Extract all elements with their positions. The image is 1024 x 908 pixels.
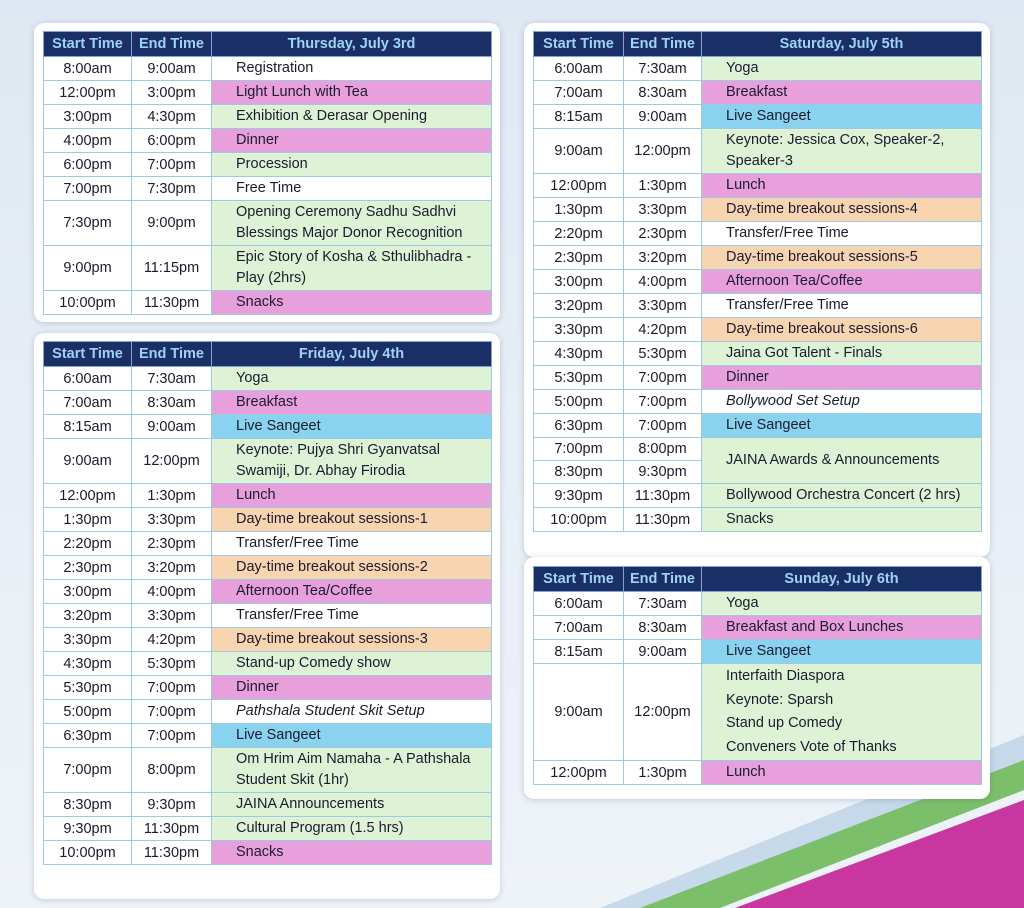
event-line: Conveners Vote of Thanks: [726, 738, 897, 755]
schedule-row: [44, 246, 492, 291]
start-time-cell: 10:00pm: [44, 291, 132, 315]
event-line: Interfaith Diaspora: [726, 668, 845, 684]
schedule-row: [534, 246, 982, 270]
event-cell: Yoga: [702, 57, 982, 81]
end-time-cell: 9:00am: [132, 415, 212, 439]
end-time-cell: 7:30pm: [132, 177, 212, 201]
event-cell: Jaina Got Talent - Finals: [702, 342, 982, 366]
end-time-cell: 4:00pm: [624, 270, 702, 294]
start-time-cell: 9:00pm: [44, 246, 132, 291]
start-time-cell: 4:30pm: [534, 342, 624, 366]
end-time-cell: 7:30am: [132, 367, 212, 391]
event-cell: Afternoon Tea/Coffee: [702, 270, 982, 294]
start-time-cell: 7:00pm: [534, 438, 624, 461]
schedule-row: [44, 652, 492, 676]
schedule-row: [44, 700, 492, 724]
event-cell: Dinner: [212, 676, 492, 700]
schedule-row: [44, 556, 492, 580]
event-cell: Yoga: [212, 367, 492, 391]
end-time-cell: 11:30pm: [132, 841, 212, 865]
end-time-cell: 11:30pm: [624, 484, 702, 508]
schedule-row: [534, 342, 982, 366]
event-cell: Live Sangeet: [702, 105, 982, 129]
start-time-cell: 8:00am: [44, 57, 132, 81]
day-title: Friday, July 4th: [212, 342, 492, 367]
start-time-cell: 10:00pm: [534, 508, 624, 532]
event-cell: JAINA Announcements: [212, 793, 492, 817]
start-time-cell: 4:00pm: [44, 129, 132, 153]
end-time-cell: 11:30pm: [624, 508, 702, 532]
event-cell: Lunch: [702, 761, 982, 785]
event-cell: Day-time breakout sessions-5: [702, 246, 982, 270]
event-cell: Snacks: [212, 291, 492, 315]
start-time-cell: 12:00pm: [534, 174, 624, 198]
schedule-row: [44, 415, 492, 439]
thursday-schedule-table: [43, 31, 492, 315]
schedule-row: [44, 57, 492, 81]
event-cell: Day-time breakout sessions-2: [212, 556, 492, 580]
end-time-cell: 8:30am: [624, 616, 702, 640]
event-cell: Keynote: Pujya Shri Gyanvatsal Swamiji, Dr. Abhay Firodia: [212, 439, 492, 484]
day-title: Saturday, July 5th: [702, 32, 982, 57]
end-time-cell: 7:00pm: [624, 414, 702, 438]
start-time-cell: 5:30pm: [534, 366, 624, 390]
end-time-cell: 1:30pm: [132, 484, 212, 508]
start-time-cell: 7:00am: [534, 81, 624, 105]
start-time-cell: 6:30pm: [534, 414, 624, 438]
event-cell: Snacks: [212, 841, 492, 865]
event-cell: Transfer/Free Time: [702, 222, 982, 246]
end-time-cell: 1:30pm: [624, 761, 702, 785]
event-cell: Bollywood Set Setup: [702, 390, 982, 414]
schedule-row: [534, 294, 982, 318]
start-time-cell: 2:30pm: [534, 246, 624, 270]
start-time-cell: 5:30pm: [44, 676, 132, 700]
schedule-row: [44, 580, 492, 604]
start-time-cell: 6:30pm: [44, 724, 132, 748]
schedule-row: [534, 129, 982, 174]
start-time-cell: 1:30pm: [44, 508, 132, 532]
start-time-cell: 6:00am: [534, 592, 624, 616]
event-cell: Breakfast and Box Lunches: [702, 616, 982, 640]
start-time-cell: 1:30pm: [534, 198, 624, 222]
start-time-header: Start Time: [44, 342, 132, 367]
end-time-cell: 9:00am: [132, 57, 212, 81]
start-time-cell: 10:00pm: [44, 841, 132, 865]
schedule-row: [44, 532, 492, 556]
schedule-row: [534, 81, 982, 105]
event-cell: Exhibition & Derasar Opening: [212, 105, 492, 129]
end-time-cell: 11:30pm: [132, 817, 212, 841]
schedule-row: [534, 592, 982, 616]
schedule-row: [534, 616, 982, 640]
end-time-cell: 7:00pm: [132, 700, 212, 724]
sunday-schedule-table: [533, 566, 982, 785]
event-cell: Dinner: [702, 366, 982, 390]
schedule-row: [534, 664, 982, 761]
schedule-row: [44, 81, 492, 105]
event-cell: Transfer/Free Time: [212, 532, 492, 556]
event-cell: Om Hrim Aim Namaha - A Pathshala Student Skit (1hr): [212, 748, 492, 793]
day-title: Thursday, July 3rd: [212, 32, 492, 57]
end-time-cell: 12:00pm: [132, 439, 212, 484]
event-cell: Cultural Program (1.5 hrs): [212, 817, 492, 841]
schedule-row: [534, 508, 982, 532]
end-time-cell: 12:00pm: [624, 129, 702, 174]
end-time-cell: 7:00pm: [132, 153, 212, 177]
event-cell: Dinner: [212, 129, 492, 153]
end-time-cell: 7:00pm: [132, 676, 212, 700]
end-time-cell: 11:15pm: [132, 246, 212, 291]
event-cell: Afternoon Tea/Coffee: [212, 580, 492, 604]
start-time-cell: 3:00pm: [44, 105, 132, 129]
schedule-row: [44, 724, 492, 748]
end-time-cell: 7:30am: [624, 57, 702, 81]
event-cell: Live Sangeet: [702, 414, 982, 438]
end-time-cell: 4:20pm: [624, 318, 702, 342]
event-cell: Pathshala Student Skit Setup: [212, 700, 492, 724]
schedule-row: [534, 198, 982, 222]
start-time-cell: 7:00pm: [44, 177, 132, 201]
end-time-cell: 7:00pm: [132, 724, 212, 748]
event-cell: Yoga: [702, 592, 982, 616]
end-time-cell: 9:30pm: [132, 793, 212, 817]
start-time-cell: 5:00pm: [534, 390, 624, 414]
event-cell: Day-time breakout sessions-4: [702, 198, 982, 222]
schedule-row: [44, 748, 492, 793]
event-cell: Lunch: [702, 174, 982, 198]
start-time-cell: 6:00pm: [44, 153, 132, 177]
schedule-row: [44, 676, 492, 700]
start-time-cell: 3:00pm: [534, 270, 624, 294]
event-cell: Live Sangeet: [212, 724, 492, 748]
event-cell: Day-time breakout sessions-3: [212, 628, 492, 652]
end-time-cell: 12:00pm: [624, 664, 702, 761]
schedule-row: [44, 508, 492, 532]
event-cell: Snacks: [702, 508, 982, 532]
schedule-row: [44, 604, 492, 628]
schedule-row: [44, 105, 492, 129]
end-time-cell: 8:00pm: [624, 438, 702, 461]
end-time-cell: 3:30pm: [624, 198, 702, 222]
event-cell: Live Sangeet: [212, 415, 492, 439]
end-time-cell: 7:00pm: [624, 390, 702, 414]
start-time-cell: 9:00am: [44, 439, 132, 484]
start-time-cell: 7:00am: [44, 391, 132, 415]
start-time-cell: 7:00pm: [44, 748, 132, 793]
event-cell: Procession: [212, 153, 492, 177]
start-time-cell: 8:15am: [534, 640, 624, 664]
end-time-header: End Time: [132, 32, 212, 57]
start-time-cell: 12:00pm: [44, 484, 132, 508]
friday-schedule-table: [43, 341, 492, 865]
schedule-row: [534, 105, 982, 129]
event-cell: Live Sangeet: [702, 640, 982, 664]
end-time-cell: 2:30pm: [132, 532, 212, 556]
end-time-cell: 9:30pm: [624, 461, 702, 484]
end-time-cell: 5:30pm: [624, 342, 702, 366]
end-time-cell: 9:00am: [624, 640, 702, 664]
end-time-cell: 8:30am: [624, 81, 702, 105]
event-line: Stand up Comedy: [726, 715, 843, 731]
event-cell: Epic Story of Kosha & Sthulibhadra - Play (2hrs): [212, 246, 492, 291]
end-time-cell: 7:30am: [624, 592, 702, 616]
start-time-cell: 9:00am: [534, 129, 624, 174]
end-time-cell: 8:00pm: [132, 748, 212, 793]
schedule-row: [534, 761, 982, 785]
end-time-cell: 6:00pm: [132, 129, 212, 153]
start-time-cell: 2:20pm: [534, 222, 624, 246]
start-time-cell: 8:15am: [44, 415, 132, 439]
start-time-cell: 9:30pm: [44, 817, 132, 841]
schedule-row: [44, 628, 492, 652]
schedule-row: [534, 438, 982, 461]
schedule-row: [534, 414, 982, 438]
schedule-row: [534, 318, 982, 342]
schedule-row: [44, 291, 492, 315]
saturday-schedule-table: [533, 31, 982, 532]
schedule-row: [44, 391, 492, 415]
start-time-cell: 5:00pm: [44, 700, 132, 724]
schedule-row: [44, 367, 492, 391]
end-time-cell: 11:30pm: [132, 291, 212, 315]
start-time-cell: 6:00am: [44, 367, 132, 391]
end-time-cell: 5:30pm: [132, 652, 212, 676]
day-title: Sunday, July 6th: [702, 567, 982, 592]
end-time-header: End Time: [624, 567, 702, 592]
event-cell: Keynote: Jessica Cox, Speaker-2, Speaker-3: [702, 129, 982, 174]
end-time-cell: 4:20pm: [132, 628, 212, 652]
schedule-row: [534, 174, 982, 198]
event-cell: JAINA Awards & Announcements: [702, 438, 982, 484]
event-cell: [702, 664, 982, 761]
start-time-header: Start Time: [44, 32, 132, 57]
event-cell: Bollywood Orchestra Concert (2 hrs): [702, 484, 982, 508]
start-time-cell: 7:00am: [534, 616, 624, 640]
event-cell: Free Time: [212, 177, 492, 201]
start-time-cell: 3:30pm: [534, 318, 624, 342]
end-time-header: End Time: [132, 342, 212, 367]
start-time-cell: 3:20pm: [44, 604, 132, 628]
event-cell: Registration: [212, 57, 492, 81]
end-time-cell: 9:00am: [624, 105, 702, 129]
schedule-row: [534, 390, 982, 414]
end-time-cell: 3:30pm: [132, 604, 212, 628]
event-cell: Transfer/Free Time: [702, 294, 982, 318]
start-time-cell: 8:30pm: [534, 461, 624, 484]
event-cell: Stand-up Comedy show: [212, 652, 492, 676]
end-time-cell: 3:30pm: [624, 294, 702, 318]
start-time-cell: 3:30pm: [44, 628, 132, 652]
start-time-header: Start Time: [534, 567, 624, 592]
event-cell: Breakfast: [212, 391, 492, 415]
start-time-cell: 4:30pm: [44, 652, 132, 676]
schedule-row: [44, 793, 492, 817]
event-cell: Transfer/Free Time: [212, 604, 492, 628]
schedule-row: [534, 270, 982, 294]
end-time-header: End Time: [624, 32, 702, 57]
end-time-cell: 3:00pm: [132, 81, 212, 105]
end-time-cell: 7:00pm: [624, 366, 702, 390]
event-cell: Breakfast: [702, 81, 982, 105]
start-time-cell: 3:20pm: [534, 294, 624, 318]
start-time-cell: 8:15am: [534, 105, 624, 129]
end-time-cell: 1:30pm: [624, 174, 702, 198]
event-cell: Light Lunch with Tea: [212, 81, 492, 105]
end-time-cell: 2:30pm: [624, 222, 702, 246]
event-cell: Day-time breakout sessions-6: [702, 318, 982, 342]
end-time-cell: 3:20pm: [624, 246, 702, 270]
event-cell: Day-time breakout sessions-1: [212, 508, 492, 532]
end-time-cell: 8:30am: [132, 391, 212, 415]
start-time-cell: 9:30pm: [534, 484, 624, 508]
event-cell: Lunch: [212, 484, 492, 508]
start-time-cell: 7:30pm: [44, 201, 132, 246]
schedule-row: [534, 57, 982, 81]
end-time-cell: 3:20pm: [132, 556, 212, 580]
end-time-cell: 4:00pm: [132, 580, 212, 604]
schedule-row: [44, 177, 492, 201]
start-time-cell: 12:00pm: [534, 761, 624, 785]
event-cell: Opening Ceremony Sadhu Sadhvi Blessings Major Donor Recognition: [212, 201, 492, 246]
schedule-row: [44, 841, 492, 865]
schedule-row: [534, 222, 982, 246]
start-time-cell: 3:00pm: [44, 580, 132, 604]
end-time-cell: 4:30pm: [132, 105, 212, 129]
start-time-cell: 6:00am: [534, 57, 624, 81]
schedule-row: [44, 439, 492, 484]
schedule-row: [534, 640, 982, 664]
start-time-cell: 8:30pm: [44, 793, 132, 817]
schedule-row: [44, 484, 492, 508]
start-time-header: Start Time: [534, 32, 624, 57]
start-time-cell: 9:00am: [534, 664, 624, 761]
schedule-row: [44, 817, 492, 841]
start-time-cell: 2:20pm: [44, 532, 132, 556]
start-time-cell: 2:30pm: [44, 556, 132, 580]
event-line: Keynote: Sparsh: [726, 691, 834, 708]
schedule-row: [44, 201, 492, 246]
start-time-cell: 12:00pm: [44, 81, 132, 105]
schedule-row: [534, 484, 982, 508]
schedule-row: [44, 153, 492, 177]
schedule-row: [534, 366, 982, 390]
end-time-cell: 3:30pm: [132, 508, 212, 532]
end-time-cell: 9:00pm: [132, 201, 212, 246]
schedule-row: [44, 129, 492, 153]
